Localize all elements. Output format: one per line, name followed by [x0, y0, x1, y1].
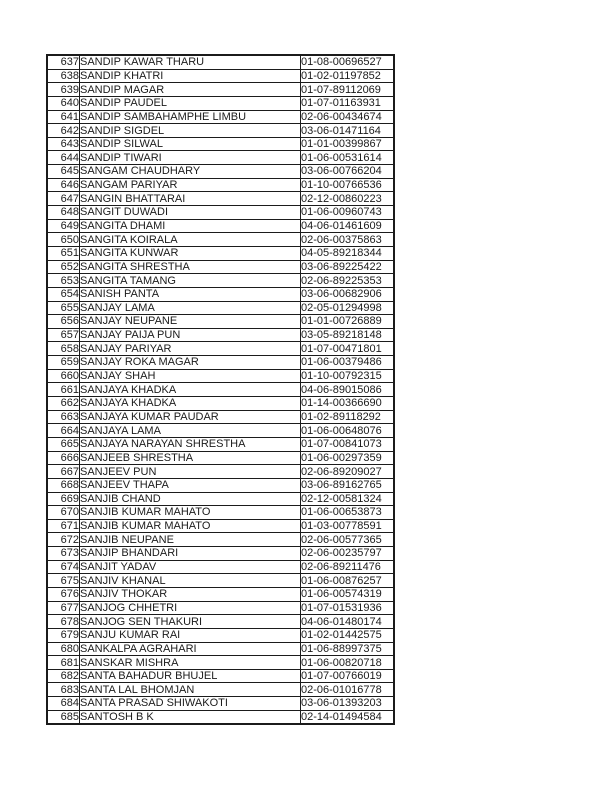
table-row — [47, 533, 394, 547]
account-number-cell: 01-10-00792315 — [301, 369, 395, 383]
name-cell: SANGITA SHRESTHA — [80, 260, 301, 274]
serial-number-cell: 672 — [47, 533, 80, 547]
account-number-cell: 01-06-88997375 — [301, 642, 395, 656]
table-row — [47, 246, 394, 260]
account-number-cell: 01-07-01163931 — [301, 96, 395, 110]
table-row — [47, 587, 394, 601]
account-number-cell: 01-07-00471801 — [301, 342, 395, 356]
account-number-cell: 01-07-89112069 — [301, 83, 395, 97]
name-cell: SANDIP SILWAL — [80, 137, 301, 151]
table-row — [47, 519, 394, 533]
table-row — [47, 356, 394, 370]
name-cell: SANGIT DUWADI — [80, 206, 301, 220]
table-row — [47, 151, 394, 165]
account-number-cell: 02-06-89211476 — [301, 560, 395, 574]
account-number-cell: 02-12-00581324 — [301, 492, 395, 506]
name-cell: SANJOG SEN THAKURI — [80, 615, 301, 629]
name-cell: SANDIP MAGAR — [80, 83, 301, 97]
table-row — [47, 124, 394, 138]
account-number-cell: 01-10-00766536 — [301, 178, 395, 192]
serial-number-cell: 653 — [47, 274, 80, 288]
account-number-cell: 01-01-00399867 — [301, 137, 395, 151]
table-row — [47, 669, 394, 683]
serial-number-cell: 682 — [47, 669, 80, 683]
table-row — [47, 96, 394, 110]
name-cell: SANKALPA AGRAHARI — [80, 642, 301, 656]
table-row — [47, 560, 394, 574]
table-row — [47, 683, 394, 697]
name-cell: SANSKAR MISHRA — [80, 656, 301, 670]
table-row — [47, 492, 394, 506]
name-cell: SANISH PANTA — [80, 287, 301, 301]
table-row — [47, 369, 394, 383]
name-cell: SANJAYA KHADKA — [80, 397, 301, 411]
account-number-cell: 03-06-89162765 — [301, 478, 395, 492]
table-row — [47, 383, 394, 397]
serial-number-cell: 658 — [47, 342, 80, 356]
table-row — [47, 315, 394, 329]
table-row — [47, 437, 394, 451]
account-number-cell: 01-06-00379486 — [301, 356, 395, 370]
table-row — [47, 83, 394, 97]
table-row — [47, 110, 394, 124]
table-row — [47, 656, 394, 670]
account-number-cell: 01-01-00726889 — [301, 315, 395, 329]
account-number-cell: 01-02-89118292 — [301, 410, 395, 424]
name-cell: SANJIT YADAV — [80, 560, 301, 574]
table-row — [47, 601, 394, 615]
table-row — [47, 547, 394, 561]
account-number-cell: 02-06-00235797 — [301, 547, 395, 561]
name-cell: SANJIB NEUPANE — [80, 533, 301, 547]
serial-number-cell: 676 — [47, 587, 80, 601]
table-row — [47, 506, 394, 520]
account-number-cell: 01-07-01531936 — [301, 601, 395, 615]
name-cell: SANDIP KHATRI — [80, 69, 301, 83]
serial-number-cell: 666 — [47, 451, 80, 465]
account-number-cell: 01-06-00960743 — [301, 206, 395, 220]
account-number-cell: 03-06-01471164 — [301, 124, 395, 138]
account-number-cell: 01-06-00653873 — [301, 506, 395, 520]
name-cell: SANDIP SIGDEL — [80, 124, 301, 138]
table-row — [47, 274, 394, 288]
account-number-cell: 01-06-00297359 — [301, 451, 395, 465]
serial-number-cell: 649 — [47, 219, 80, 233]
serial-number-cell: 684 — [47, 697, 80, 711]
name-cell: SANGAM PARIYAR — [80, 178, 301, 192]
serial-number-cell: 662 — [47, 397, 80, 411]
serial-number-cell: 670 — [47, 506, 80, 520]
name-cell: SANGITA KUNWAR — [80, 246, 301, 260]
name-cell: SANJEEB SHRESTHA — [80, 451, 301, 465]
account-number-cell: 03-06-00682906 — [301, 287, 395, 301]
account-number-cell: 01-02-01197852 — [301, 69, 395, 83]
table-row — [47, 424, 394, 438]
account-number-cell: 02-06-00375863 — [301, 233, 395, 247]
account-number-cell: 04-06-01461609 — [301, 219, 395, 233]
name-cell: SANDIP SAMBAHAMPHE LIMBU — [80, 110, 301, 124]
account-number-cell: 01-14-00366690 — [301, 397, 395, 411]
table-row — [47, 206, 394, 220]
name-cell: SANDIP KAWAR THARU — [80, 55, 301, 69]
serial-number-cell: 651 — [47, 246, 80, 260]
serial-number-cell: 683 — [47, 683, 80, 697]
serial-number-cell: 669 — [47, 492, 80, 506]
serial-number-cell: 660 — [47, 369, 80, 383]
serial-number-cell: 652 — [47, 260, 80, 274]
account-number-cell: 02-12-00860223 — [301, 192, 395, 206]
serial-number-cell: 665 — [47, 437, 80, 451]
serial-number-cell: 640 — [47, 96, 80, 110]
account-number-cell: 02-06-89225353 — [301, 274, 395, 288]
table-row — [47, 287, 394, 301]
serial-number-cell: 645 — [47, 165, 80, 179]
serial-number-cell: 685 — [47, 710, 80, 724]
name-cell: SANJAY PAIJA PUN — [80, 328, 301, 342]
table-row — [47, 233, 394, 247]
serial-number-cell: 657 — [47, 328, 80, 342]
name-cell: SANJIV THOKAR — [80, 587, 301, 601]
name-cell: SANJAY NEUPANE — [80, 315, 301, 329]
name-cell: SANTA PRASAD SHIWAKOTI — [80, 697, 301, 711]
account-number-cell: 02-14-01494584 — [301, 710, 395, 724]
account-number-cell: 02-06-00434674 — [301, 110, 395, 124]
serial-number-cell: 679 — [47, 628, 80, 642]
account-number-cell: 04-06-89015086 — [301, 383, 395, 397]
serial-number-cell: 680 — [47, 642, 80, 656]
name-cell: SANTA LAL BHOMJAN — [80, 683, 301, 697]
serial-number-cell: 668 — [47, 478, 80, 492]
name-cell: SANGIN BHATTARAI — [80, 192, 301, 206]
table-row — [47, 342, 394, 356]
name-cell: SANTA BAHADUR BHUJEL — [80, 669, 301, 683]
table-row — [47, 697, 394, 711]
table-row — [47, 137, 394, 151]
serial-number-cell: 678 — [47, 615, 80, 629]
name-cell: SANJAYA NARAYAN SHRESTHA — [80, 437, 301, 451]
account-number-cell: 04-05-89218344 — [301, 246, 395, 260]
account-number-cell: 01-07-00766019 — [301, 669, 395, 683]
name-cell: SANJIV KHANAL — [80, 574, 301, 588]
table-row — [47, 301, 394, 315]
table-row — [47, 165, 394, 179]
account-number-cell: 01-07-00841073 — [301, 437, 395, 451]
name-cell: SANGAM CHAUDHARY — [80, 165, 301, 179]
name-cell: SANJAYA KHADKA — [80, 383, 301, 397]
serial-number-cell: 644 — [47, 151, 80, 165]
serial-number-cell: 646 — [47, 178, 80, 192]
serial-number-cell: 648 — [47, 206, 80, 220]
account-number-cell: 02-05-01294998 — [301, 301, 395, 315]
account-number-cell: 01-08-00696527 — [301, 55, 395, 69]
name-cell: SANGITA TAMANG — [80, 274, 301, 288]
account-number-cell: 01-02-01442575 — [301, 628, 395, 642]
name-cell: SANJIP BHANDARI — [80, 547, 301, 561]
account-number-cell: 01-06-00820718 — [301, 656, 395, 670]
member-list-table-body — [47, 55, 394, 724]
serial-number-cell: 656 — [47, 315, 80, 329]
name-cell: SANJIB CHAND — [80, 492, 301, 506]
table-row — [47, 69, 394, 83]
serial-number-cell: 681 — [47, 656, 80, 670]
account-number-cell: 01-06-00574319 — [301, 587, 395, 601]
account-number-cell: 03-06-89225422 — [301, 260, 395, 274]
table-row — [47, 465, 394, 479]
account-number-cell: 04-06-01480174 — [301, 615, 395, 629]
account-number-cell: 01-03-00778591 — [301, 519, 395, 533]
serial-number-cell: 671 — [47, 519, 80, 533]
table-row — [47, 55, 394, 69]
name-cell: SANJAYA LAMA — [80, 424, 301, 438]
serial-number-cell: 673 — [47, 547, 80, 561]
table-row — [47, 615, 394, 629]
name-cell: SANJAYA KUMAR PAUDAR — [80, 410, 301, 424]
name-cell: SANGITA KOIRALA — [80, 233, 301, 247]
serial-number-cell: 664 — [47, 424, 80, 438]
name-cell: SANGITA DHAMI — [80, 219, 301, 233]
name-cell: SANTOSH B K — [80, 710, 301, 724]
table-row — [47, 710, 394, 724]
table-row — [47, 451, 394, 465]
serial-number-cell: 642 — [47, 124, 80, 138]
serial-number-cell: 674 — [47, 560, 80, 574]
name-cell: SANJAY LAMA — [80, 301, 301, 315]
table-row — [47, 328, 394, 342]
table-row — [47, 642, 394, 656]
name-cell: SANJIB KUMAR MAHATO — [80, 519, 301, 533]
table-row — [47, 397, 394, 411]
serial-number-cell: 637 — [47, 55, 80, 69]
account-number-cell: 02-06-01016778 — [301, 683, 395, 697]
serial-number-cell: 654 — [47, 287, 80, 301]
name-cell: SANJAY ROKA MAGAR — [80, 356, 301, 370]
serial-number-cell: 655 — [47, 301, 80, 315]
name-cell: SANJIB KUMAR MAHATO — [80, 506, 301, 520]
serial-number-cell: 647 — [47, 192, 80, 206]
member-list-table — [46, 54, 395, 725]
serial-number-cell: 643 — [47, 137, 80, 151]
serial-number-cell: 638 — [47, 69, 80, 83]
account-number-cell: 02-06-00577365 — [301, 533, 395, 547]
account-number-cell: 03-06-00766204 — [301, 165, 395, 179]
table-row — [47, 178, 394, 192]
table-row — [47, 574, 394, 588]
table-row — [47, 192, 394, 206]
account-number-cell: 01-06-00531614 — [301, 151, 395, 165]
account-number-cell: 03-05-89218148 — [301, 328, 395, 342]
name-cell: SANJOG CHHETRI — [80, 601, 301, 615]
name-cell: SANDIP PAUDEL — [80, 96, 301, 110]
serial-number-cell: 677 — [47, 601, 80, 615]
name-cell: SANDIP TIWARI — [80, 151, 301, 165]
table-row — [47, 478, 394, 492]
serial-number-cell: 659 — [47, 356, 80, 370]
name-cell: SANJU KUMAR RAI — [80, 628, 301, 642]
table-row — [47, 260, 394, 274]
account-number-cell: 03-06-01393203 — [301, 697, 395, 711]
name-cell: SANJEEV THAPA — [80, 478, 301, 492]
serial-number-cell: 675 — [47, 574, 80, 588]
serial-number-cell: 667 — [47, 465, 80, 479]
account-number-cell: 01-06-00648076 — [301, 424, 395, 438]
table-row — [47, 410, 394, 424]
name-cell: SANJAY PARIYAR — [80, 342, 301, 356]
serial-number-cell: 663 — [47, 410, 80, 424]
name-cell: SANJAY SHAH — [80, 369, 301, 383]
serial-number-cell: 639 — [47, 83, 80, 97]
table-row — [47, 219, 394, 233]
account-number-cell: 02-06-89209027 — [301, 465, 395, 479]
name-cell: SANJEEV PUN — [80, 465, 301, 479]
serial-number-cell: 641 — [47, 110, 80, 124]
serial-number-cell: 650 — [47, 233, 80, 247]
table-row — [47, 628, 394, 642]
serial-number-cell: 661 — [47, 383, 80, 397]
account-number-cell: 01-06-00876257 — [301, 574, 395, 588]
